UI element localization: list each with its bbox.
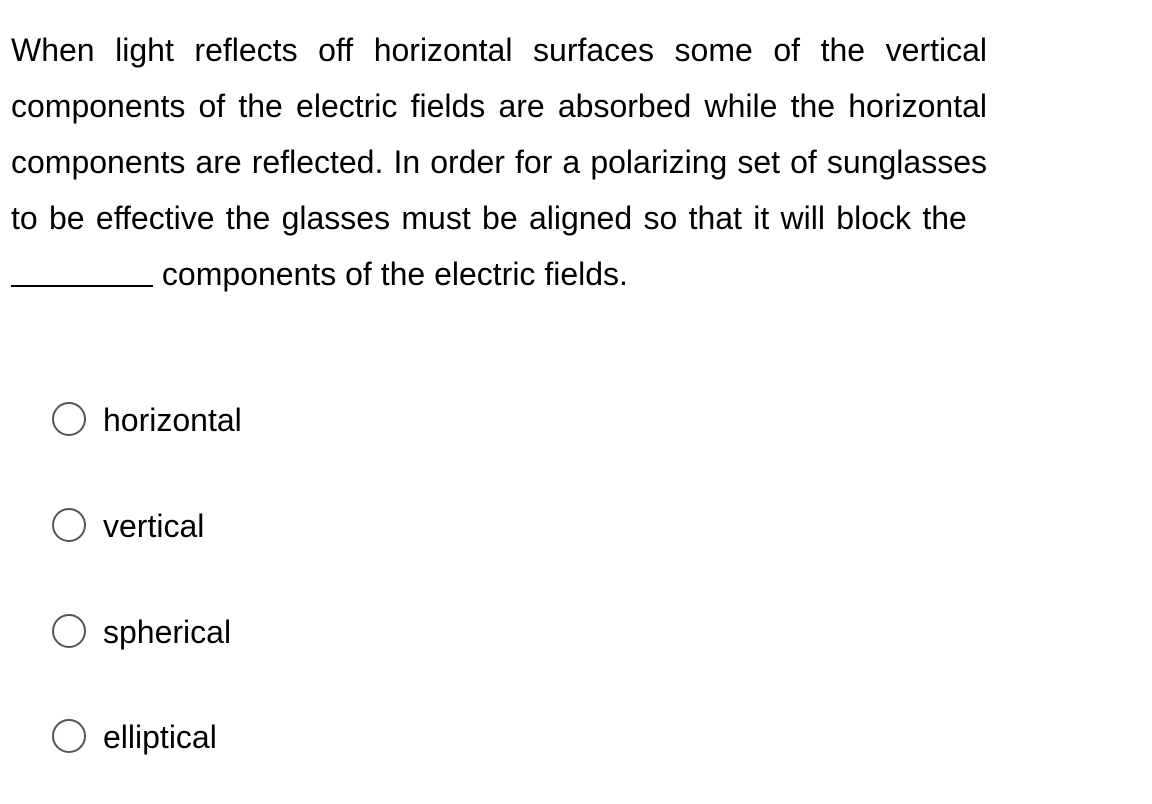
- option-label: vertical: [103, 508, 205, 544]
- answer-blank: [11, 263, 153, 287]
- option-vertical[interactable]: [52, 506, 652, 546]
- option-elliptical[interactable]: [52, 717, 652, 757]
- radio-button[interactable]: [52, 614, 86, 648]
- question-text-after-blank: components of the electric fields.: [161, 256, 628, 292]
- radio-button[interactable]: [52, 508, 86, 542]
- option-label: spherical: [103, 614, 232, 650]
- option-spherical[interactable]: [52, 612, 652, 652]
- radio-button[interactable]: [52, 719, 86, 753]
- option-horizontal[interactable]: [52, 400, 652, 440]
- option-label: horizontal: [103, 402, 242, 438]
- question-text: [11, 22, 987, 302]
- radio-button[interactable]: [52, 402, 86, 436]
- option-label: elliptical: [103, 719, 217, 755]
- question-text-before-blank: When light reflects off horizontal surfaces some of the vertical components of the electric fields are absorbed while the horizontal components are reflected. In order for a polarizing set of sunglasses to be effective the glasses must be aligned so that it will block the: [11, 32, 987, 236]
